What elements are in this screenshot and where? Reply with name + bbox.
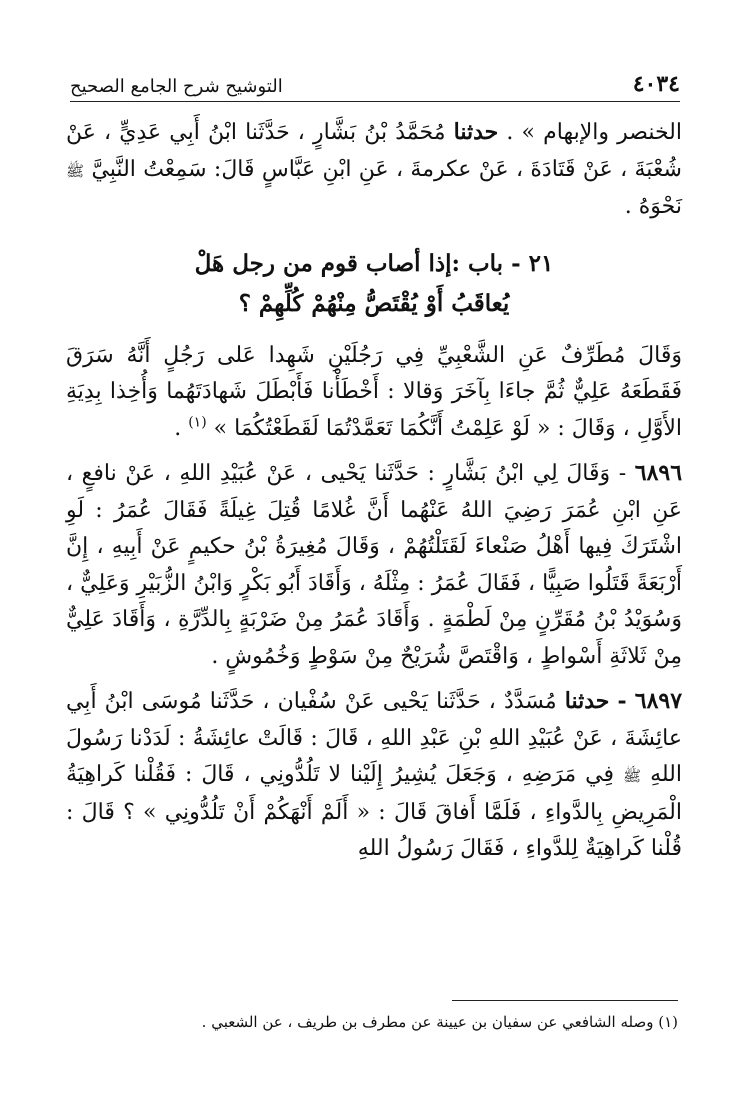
paragraph-continuation (66, 114, 682, 226)
salawat-symbol: ﷺ (66, 161, 85, 180)
hadith-text-part-1: مُسَدَّدٌ ، حَدَّثَنا يَحْيى عَنْ سُفْيان ، حَدَّثَنا مُوسَى ابْنُ أَبِي عائِشَةَ ، عَنْ عُبَيْدِ اللهِ بْنِ عَبْدِ اللهِ ، قَالَ : قَالَتْ عائِشَةُ : لَدَدْنا رَسُولَ اللهِ (66, 689, 682, 787)
haddathana-bold: حدثنا (453, 119, 499, 145)
chapter-heading-line-2: يُعاقَبُ أَوْ يُقْتَصُّ مِنْهُمْ كُلِّهِمْ ؟ (238, 289, 510, 317)
mutarrif-end: . (174, 415, 182, 441)
hadith-dash: - (617, 688, 627, 714)
continuation-text: الخنصر والإبهام » . (506, 120, 682, 145)
footnote-reference: (١) (188, 414, 207, 431)
paragraph-mutarrif (66, 338, 682, 448)
page-number: ٤٠٣٤ (632, 71, 680, 97)
chapter-heading (66, 244, 682, 324)
isnad-text: مُحَمَّدُ بْنُ بَشَّارٍ ، حَدَّثَنا ابْنُ أَبِي عَدِيٍّ ، عَنْ شُعْبَةَ ، عَنْ قَتَادَةَ ، عَنْ عكرمةَ ، عَنِ ابْنِ عَبَّاسٍ قَالَ: سَمِعْتُ النَّبِيَّ (66, 120, 682, 182)
page-body (66, 114, 682, 868)
isnad-end: نَحْوَهُ . (624, 194, 682, 219)
hadith-6897 (66, 683, 682, 868)
running-title: التوشيح شرح الجامع الصحيح (70, 76, 283, 97)
mutarrif-text: وَقَالَ مُطَرِّفٌ عَنِ الشَّعْبِيِّ فِي رَجُلَيْنِ شَهِدا عَلى رَجُلٍ أَنَّهُ سَرَقَ فَقَطَعَهُ عَلِيٌّ ثُمَّ جاءَا بِآخَرَ وَقالا : أَخْطَأْنا فَأَبْطَلَ شَهادَتَهُما وَأُخِذا بِدِيَةِ الأَوَّلِ ، وَقَالَ : « لَوْ عَلِمْتُ أَنَّكُمَا تَعَمَّدْتُمَا لَقَطَعْتُكُمَا » (66, 342, 682, 441)
hadith-6896 (66, 455, 682, 675)
hadith-text: - وَقَالَ لِي ابْنُ بَشَّارٍ : حَدَّثَنا يَحْيى ، عَنْ عُبَيْدِ اللهِ ، عَنْ نافعٍ ، عَنِ ابْنِ عُمَرَ رَضِيَ اللهُ عَنْهُما أَنَّ غُلامًا قُتِلَ غِيلَةً فَقَالَ عُمَرُ : لَوِ اشْتَرَكَ فِيها أَهْلُ صَنْعاءَ لَقَتَلْتُهُمْ ، وَقَالَ مُغِيرَةُ بْنُ حكيمٍ عَنْ أَبِيهِ ، إِنَّ أَرْبَعَةً قَتَلُوا صَبِيًّا ، فَقَالَ عُمَرُ : مِثْلَهُ ، وَأَقَادَ أَبُو بَكْرٍ وَابْنُ الزُّبَيْرِ وَعَلِيٌّ ، وَسُوَيْدُ بْنُ مُقَرِّنٍ مِنْ لَطْمَةٍ . وَأَقَادَ عُمَرُ مِنْ ضَرْبَةٍ بِالدِّرَّةِ ، وَأَقَادَ عَلِيٌّ مِنْ ثَلاثَةِ أَسْواطٍ ، وَاقْتَصَّ شُرَيْحٌ مِنْ سَوْطٍ وَخُمُوشٍ . (66, 461, 682, 669)
hadith-text-part-2: فِي مَرَضِهِ ، وَجَعَلَ يُشِيرُ إِلَيْنا لا تَلُدُّونِي ، قَالَ : فَقُلْنا كَراهِيَةُ الْمَرِيضِ بِالدَّواءِ ، فَلَمَّا أَفاقَ قَالَ : « أَلَمْ أَنْهَكُمْ أَنْ تَلُدُّونِي » ؟ قَالَ : قُلْنا كَراهِيَةٌ لِلدَّواءِ ، فَقَالَ رَسُولُ اللهِ (66, 762, 682, 861)
hadith-number: ٦٨٩٧ (634, 688, 683, 714)
footnote-separator (452, 1000, 678, 1001)
hadith-number: ٦٨٩٦ (634, 460, 683, 486)
haddathana-bold: حدثنا (564, 688, 610, 714)
salawat-symbol: ﷺ (623, 767, 642, 785)
page-header (70, 62, 680, 102)
footnote: (١) وصله الشافعي عن سفيان بن عيينة عن مطرف بن طريف ، عن الشعبي . (201, 1013, 678, 1031)
chapter-heading-line-1: ٢١ - باب :إذا أصاب قوم من رجل هَلْ (194, 249, 554, 277)
